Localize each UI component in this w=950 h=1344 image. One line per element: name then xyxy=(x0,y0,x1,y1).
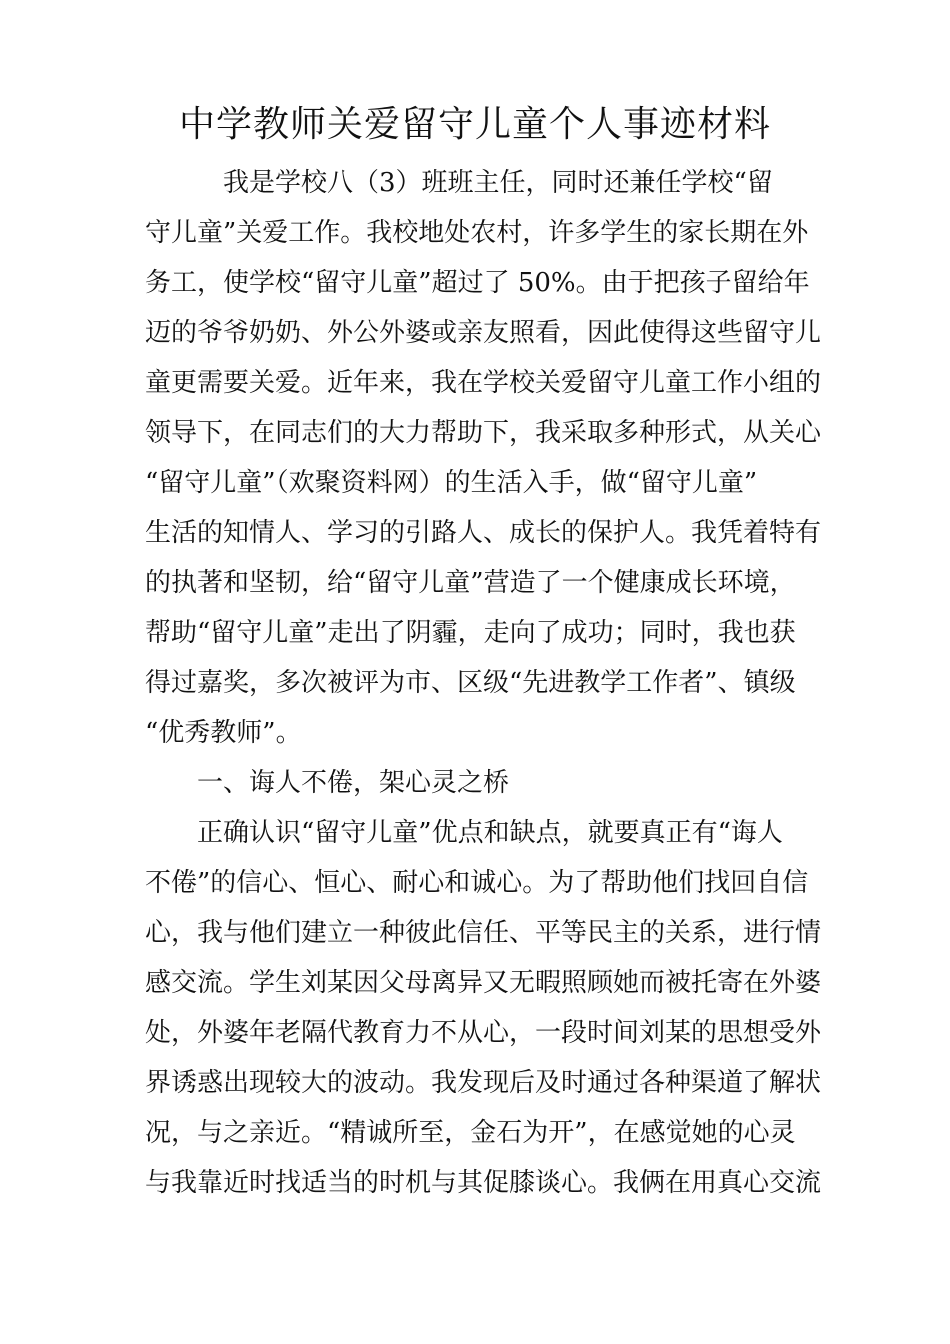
body-line: 不倦”的信心、恒心、耐心和诚心。为了帮助他们找回自信 xyxy=(145,868,809,898)
body-line: 守儿童”关爱工作。我校地处农村，许多学生的家长期在外 xyxy=(145,218,809,248)
body-line: 与我靠近时找适当的时机与其促膝谈心。我俩在用真心交流 xyxy=(145,1168,822,1198)
body-line: 的执著和坚韧，给“留守儿童”营造了一个健康成长环境， xyxy=(145,568,796,598)
body-line: 帮助“留守儿童”走出了阴霾，走向了成功；同时，我也获 xyxy=(145,618,796,648)
body-line: 生活的知情人、学习的引路人、成长的保护人。我凭着特有 xyxy=(145,518,822,548)
body-line: 感交流。学生刘某因父母离异又无暇照顾她而被托寄在外婆 xyxy=(145,968,822,998)
body-line: 正确认识“留守儿童”优点和缺点，就要真正有“诲人 xyxy=(145,818,783,848)
body-line: 处，外婆年老隔代教育力不从心，一段时间刘某的思想受外 xyxy=(145,1018,822,1048)
document-title: 中学教师关爱留守儿童个人事迹材料 xyxy=(178,104,771,145)
body-line: 迈的爷爷奶奶、外公外婆或亲友照看，因此使得这些留守儿 xyxy=(145,318,822,348)
body-line: 务工，使学校“留守儿童”超过了 50%。由于把孩子留给年 xyxy=(145,268,810,298)
body-line: 心，我与他们建立一种彼此信任、平等民主的关系，进行情 xyxy=(145,918,822,948)
section-heading: 一、诲人不倦，架心灵之桥 xyxy=(145,768,510,798)
body-line: “留守儿童”（欢聚资料网）的生活入手，做“留守儿童” xyxy=(145,468,758,498)
body-line: 领导下，在同志们的大力帮助下，我采取多种形式，从关心 xyxy=(145,418,822,448)
body-line: 童更需要关爱。近年来，我在学校关爱留守儿童工作小组的 xyxy=(145,368,822,398)
body-line: 况，与之亲近。“精诚所至，金石为开”，在感觉她的心灵 xyxy=(145,1118,796,1148)
body-line: 我是学校八（3）班班主任，同时还兼任学校“留 xyxy=(145,168,773,198)
body-line: 界诱惑出现较大的波动。我发现后及时通过各种渠道了解状 xyxy=(145,1068,822,1098)
body-line: “优秀教师”。 xyxy=(145,718,302,748)
body-line: 得过嘉奖，多次被评为市、区级“先进教学工作者”、镇级 xyxy=(145,668,796,698)
